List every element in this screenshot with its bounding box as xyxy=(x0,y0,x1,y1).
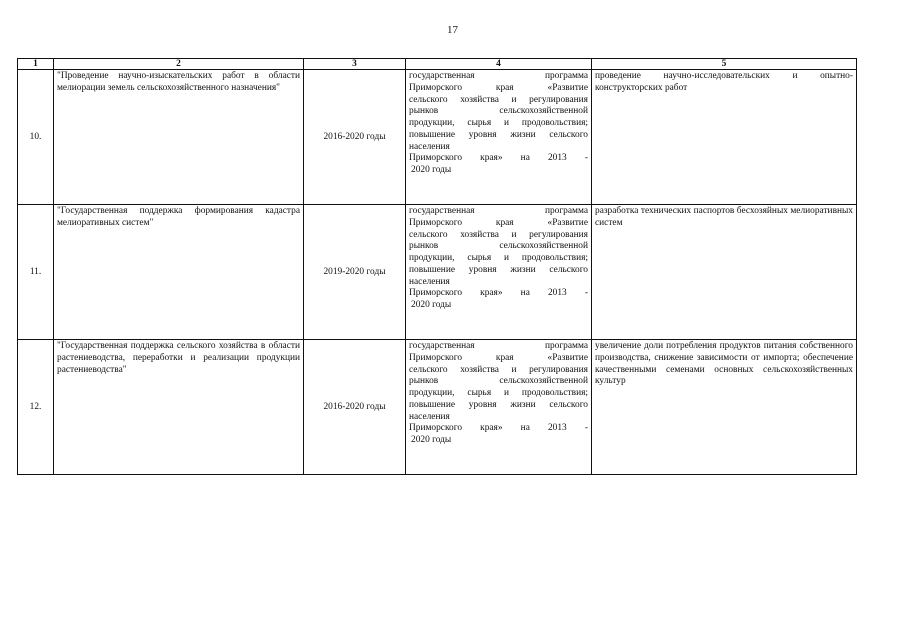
program-line: 2020 годы xyxy=(411,300,452,310)
program-line: государственная программа xyxy=(409,71,588,81)
program-line: населения xyxy=(409,411,450,422)
program-cell xyxy=(406,205,592,340)
program-line: Приморского края «Развитие xyxy=(409,352,588,363)
page-number: 17 xyxy=(447,24,458,36)
program-line: Приморского края» на 2013 - xyxy=(409,153,588,164)
program-line: государственная программа xyxy=(409,341,588,351)
program-line: продукции, сырья и продовольствия; xyxy=(409,388,588,398)
program-line: продукции, сырья и продовольствия; xyxy=(409,118,588,128)
program-line: повышение уровня жизни сельского xyxy=(409,264,588,275)
program-line: Приморского края «Развитие xyxy=(409,82,588,93)
table-body xyxy=(18,70,857,475)
expected-result: увеличение доли потребления продуктов питания собственного производства, снижение зависимости от импорта; обеспечение качественными семенами основных сельскохозяйственных культур xyxy=(592,340,857,475)
measure-name: "Государственная поддержка сельского хозяйства в области растениеводства, переработки и реализации продукции растениеводства" xyxy=(54,340,304,475)
row-number: 11. xyxy=(18,205,54,340)
expected-result: разработка технических паспортов бесхозяйных мелиоративных систем xyxy=(592,205,857,340)
measures-table xyxy=(17,58,857,475)
program-line: рынков сельскохозяйственной xyxy=(409,106,588,117)
program-cell xyxy=(406,340,592,475)
header-row xyxy=(18,59,857,70)
table-row xyxy=(18,340,857,475)
row-number: 12. xyxy=(18,340,54,475)
implementation-period: 2016-2020 годы xyxy=(304,340,406,475)
program-line: населения xyxy=(409,141,450,152)
program-line: Приморского края» на 2013 - xyxy=(409,423,588,434)
program-line: 2020 годы xyxy=(411,435,452,445)
implementation-period: 2016-2020 годы xyxy=(304,70,406,205)
expected-result: проведение научно-исследовательских и опытно-конструкторских работ xyxy=(592,70,857,205)
implementation-period: 2019-2020 годы xyxy=(304,205,406,340)
program-line: сельского хозяйства и регулирования xyxy=(409,94,588,105)
measure-name: "Государственная поддержка формирования кадастра мелиоративных систем" xyxy=(54,205,304,340)
program-line: сельского хозяйства и регулирования xyxy=(409,229,588,240)
program-line: рынков сельскохозяйственной xyxy=(409,241,588,252)
program-cell xyxy=(406,70,592,205)
program-line: сельского хозяйства и регулирования xyxy=(409,364,588,375)
table-header xyxy=(18,59,857,70)
header-col-4: 4 xyxy=(406,59,592,70)
table-row xyxy=(18,70,857,205)
program-line: повышение уровня жизни сельского xyxy=(409,129,588,140)
program-line: продукции, сырья и продовольствия; xyxy=(409,253,588,263)
program-line: рынков сельскохозяйственной xyxy=(409,376,588,387)
header-col-1: 1 xyxy=(18,59,54,70)
program-line: повышение уровня жизни сельского xyxy=(409,399,588,410)
table-row xyxy=(18,205,857,340)
header-col-3: 3 xyxy=(304,59,406,70)
header-col-5: 5 xyxy=(592,59,857,70)
measure-name: "Проведение научно-изыскательских работ в области мелиорации земель сельскохозяйственного назначения" xyxy=(54,70,304,205)
program-line: государственная программа xyxy=(409,206,588,216)
program-line: населения xyxy=(409,276,450,287)
header-col-2: 2 xyxy=(54,59,304,70)
program-line: 2020 годы xyxy=(411,165,452,175)
program-line: Приморского края» на 2013 - xyxy=(409,288,588,299)
row-number: 10. xyxy=(18,70,54,205)
program-line: Приморского края «Развитие xyxy=(409,217,588,228)
